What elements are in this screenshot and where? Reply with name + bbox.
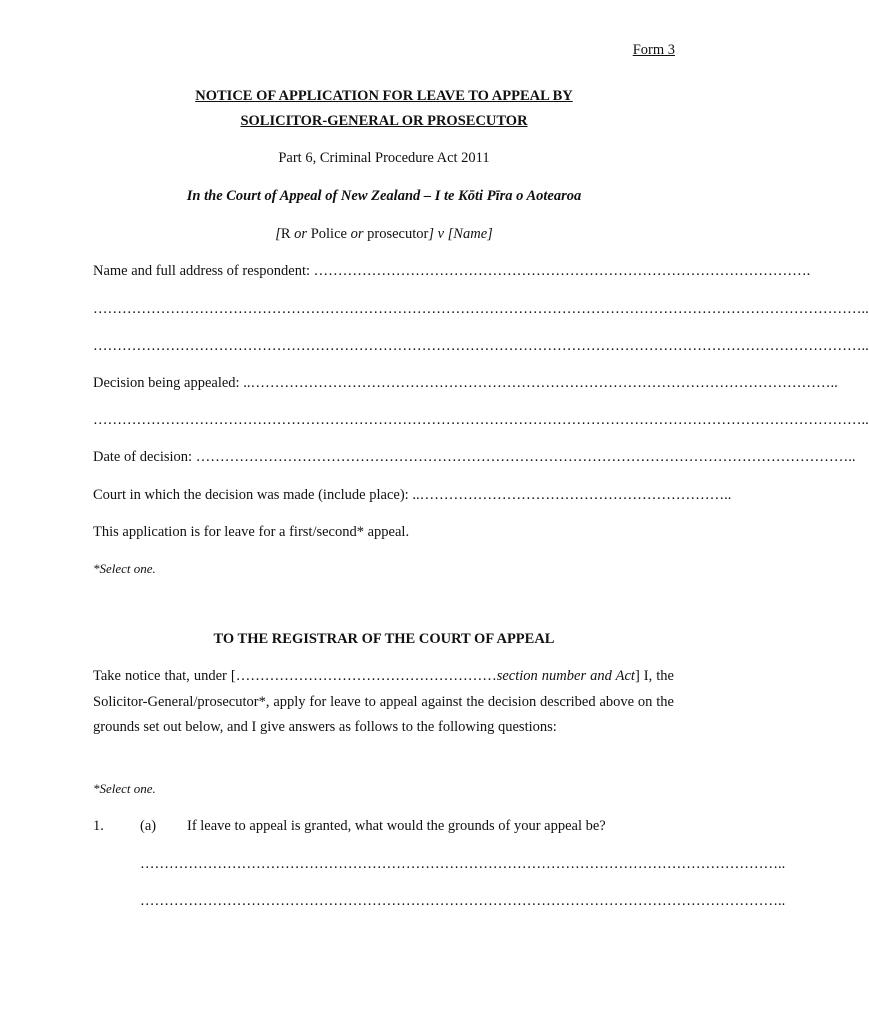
act-reference: Part 6, Criminal Procedure Act 2011 bbox=[278, 150, 490, 166]
date-field[interactable] bbox=[93, 449, 856, 466]
respondent-dots: …………………………………………………………………………………………. bbox=[313, 263, 811, 279]
document-title-line-2: SOLICITOR-GENERAL OR PROSECUTOR bbox=[240, 113, 528, 129]
select-one-note-2: *Select one. bbox=[93, 781, 156, 796]
case-police: Police bbox=[310, 226, 347, 242]
case-or-2: or bbox=[350, 226, 364, 242]
question-answer-line-1[interactable]: …………………………………………………………………………………………………………………….. bbox=[140, 856, 786, 872]
question-text: If leave to appeal is granted, what would the grounds of your appeal be? bbox=[187, 818, 606, 834]
case-prosecutor: prosecutor bbox=[367, 226, 429, 242]
court-label: Court in which the decision was made (include place): bbox=[93, 487, 413, 503]
registrar-heading: TO THE REGISTRAR OF THE COURT OF APPEAL bbox=[213, 631, 555, 647]
respondent-field-line-3[interactable]: …………………………………………………………………………………………………………………………………………….. bbox=[93, 338, 869, 354]
document-title-line-1: NOTICE OF APPLICATION FOR LEAVE TO APPEAL BY bbox=[195, 88, 573, 104]
case-name bbox=[0, 226, 768, 243]
court-field[interactable] bbox=[93, 487, 732, 504]
decision-field[interactable] bbox=[93, 375, 838, 392]
appeal-type-statement: This application is for leave for a first/second* appeal. bbox=[93, 524, 410, 540]
decision-field-line-2[interactable]: …………………………………………………………………………………………………………………………………………….. bbox=[93, 412, 869, 428]
respondent-label: Name and full address of respondent: bbox=[93, 263, 314, 279]
notice-paragraph bbox=[93, 664, 674, 741]
form-number: Form 3 bbox=[632, 42, 675, 58]
question-answer-line-2[interactable]: …………………………………………………………………………………………………………………….. bbox=[140, 893, 786, 909]
court-heading: In the Court of Appeal of New Zealand – I te Kōti Pīra o Aotearoa bbox=[186, 188, 582, 204]
notice-italic: section number and Act bbox=[496, 668, 635, 684]
case-r: R bbox=[280, 226, 291, 242]
decision-label: Decision being appealed: bbox=[93, 375, 244, 391]
respondent-field-line-2[interactable]: …………………………………………………………………………………………………………………………………………….. bbox=[93, 301, 869, 317]
date-dots: ……………………………………………………………………………………………………………………….. bbox=[195, 449, 856, 465]
court-dots: ..……………………………………………………….. bbox=[412, 487, 732, 503]
case-or-1: or bbox=[294, 226, 308, 242]
decision-dots: ..………………………………………………………………………………………………………….. bbox=[243, 375, 838, 391]
select-one-note-1: *Select one. bbox=[93, 561, 156, 576]
case-respondent-name: [Name] bbox=[447, 226, 493, 242]
case-open-bracket: [ bbox=[275, 226, 281, 242]
notice-part-2: ] I, the Solicitor-General/prosecutor*, apply for leave to appeal against the decision described above on the grounds set out below, and I give answers as follows to the following questions: bbox=[93, 668, 674, 735]
question-number: 1. bbox=[93, 818, 104, 834]
notice-part-1: Take notice that, under [……………………………………………… bbox=[93, 668, 497, 684]
respondent-field[interactable] bbox=[93, 263, 811, 280]
date-label: Date of decision: bbox=[93, 449, 196, 465]
case-close-bracket-v: ] v bbox=[428, 226, 445, 242]
question-sub: (a) bbox=[140, 818, 157, 834]
